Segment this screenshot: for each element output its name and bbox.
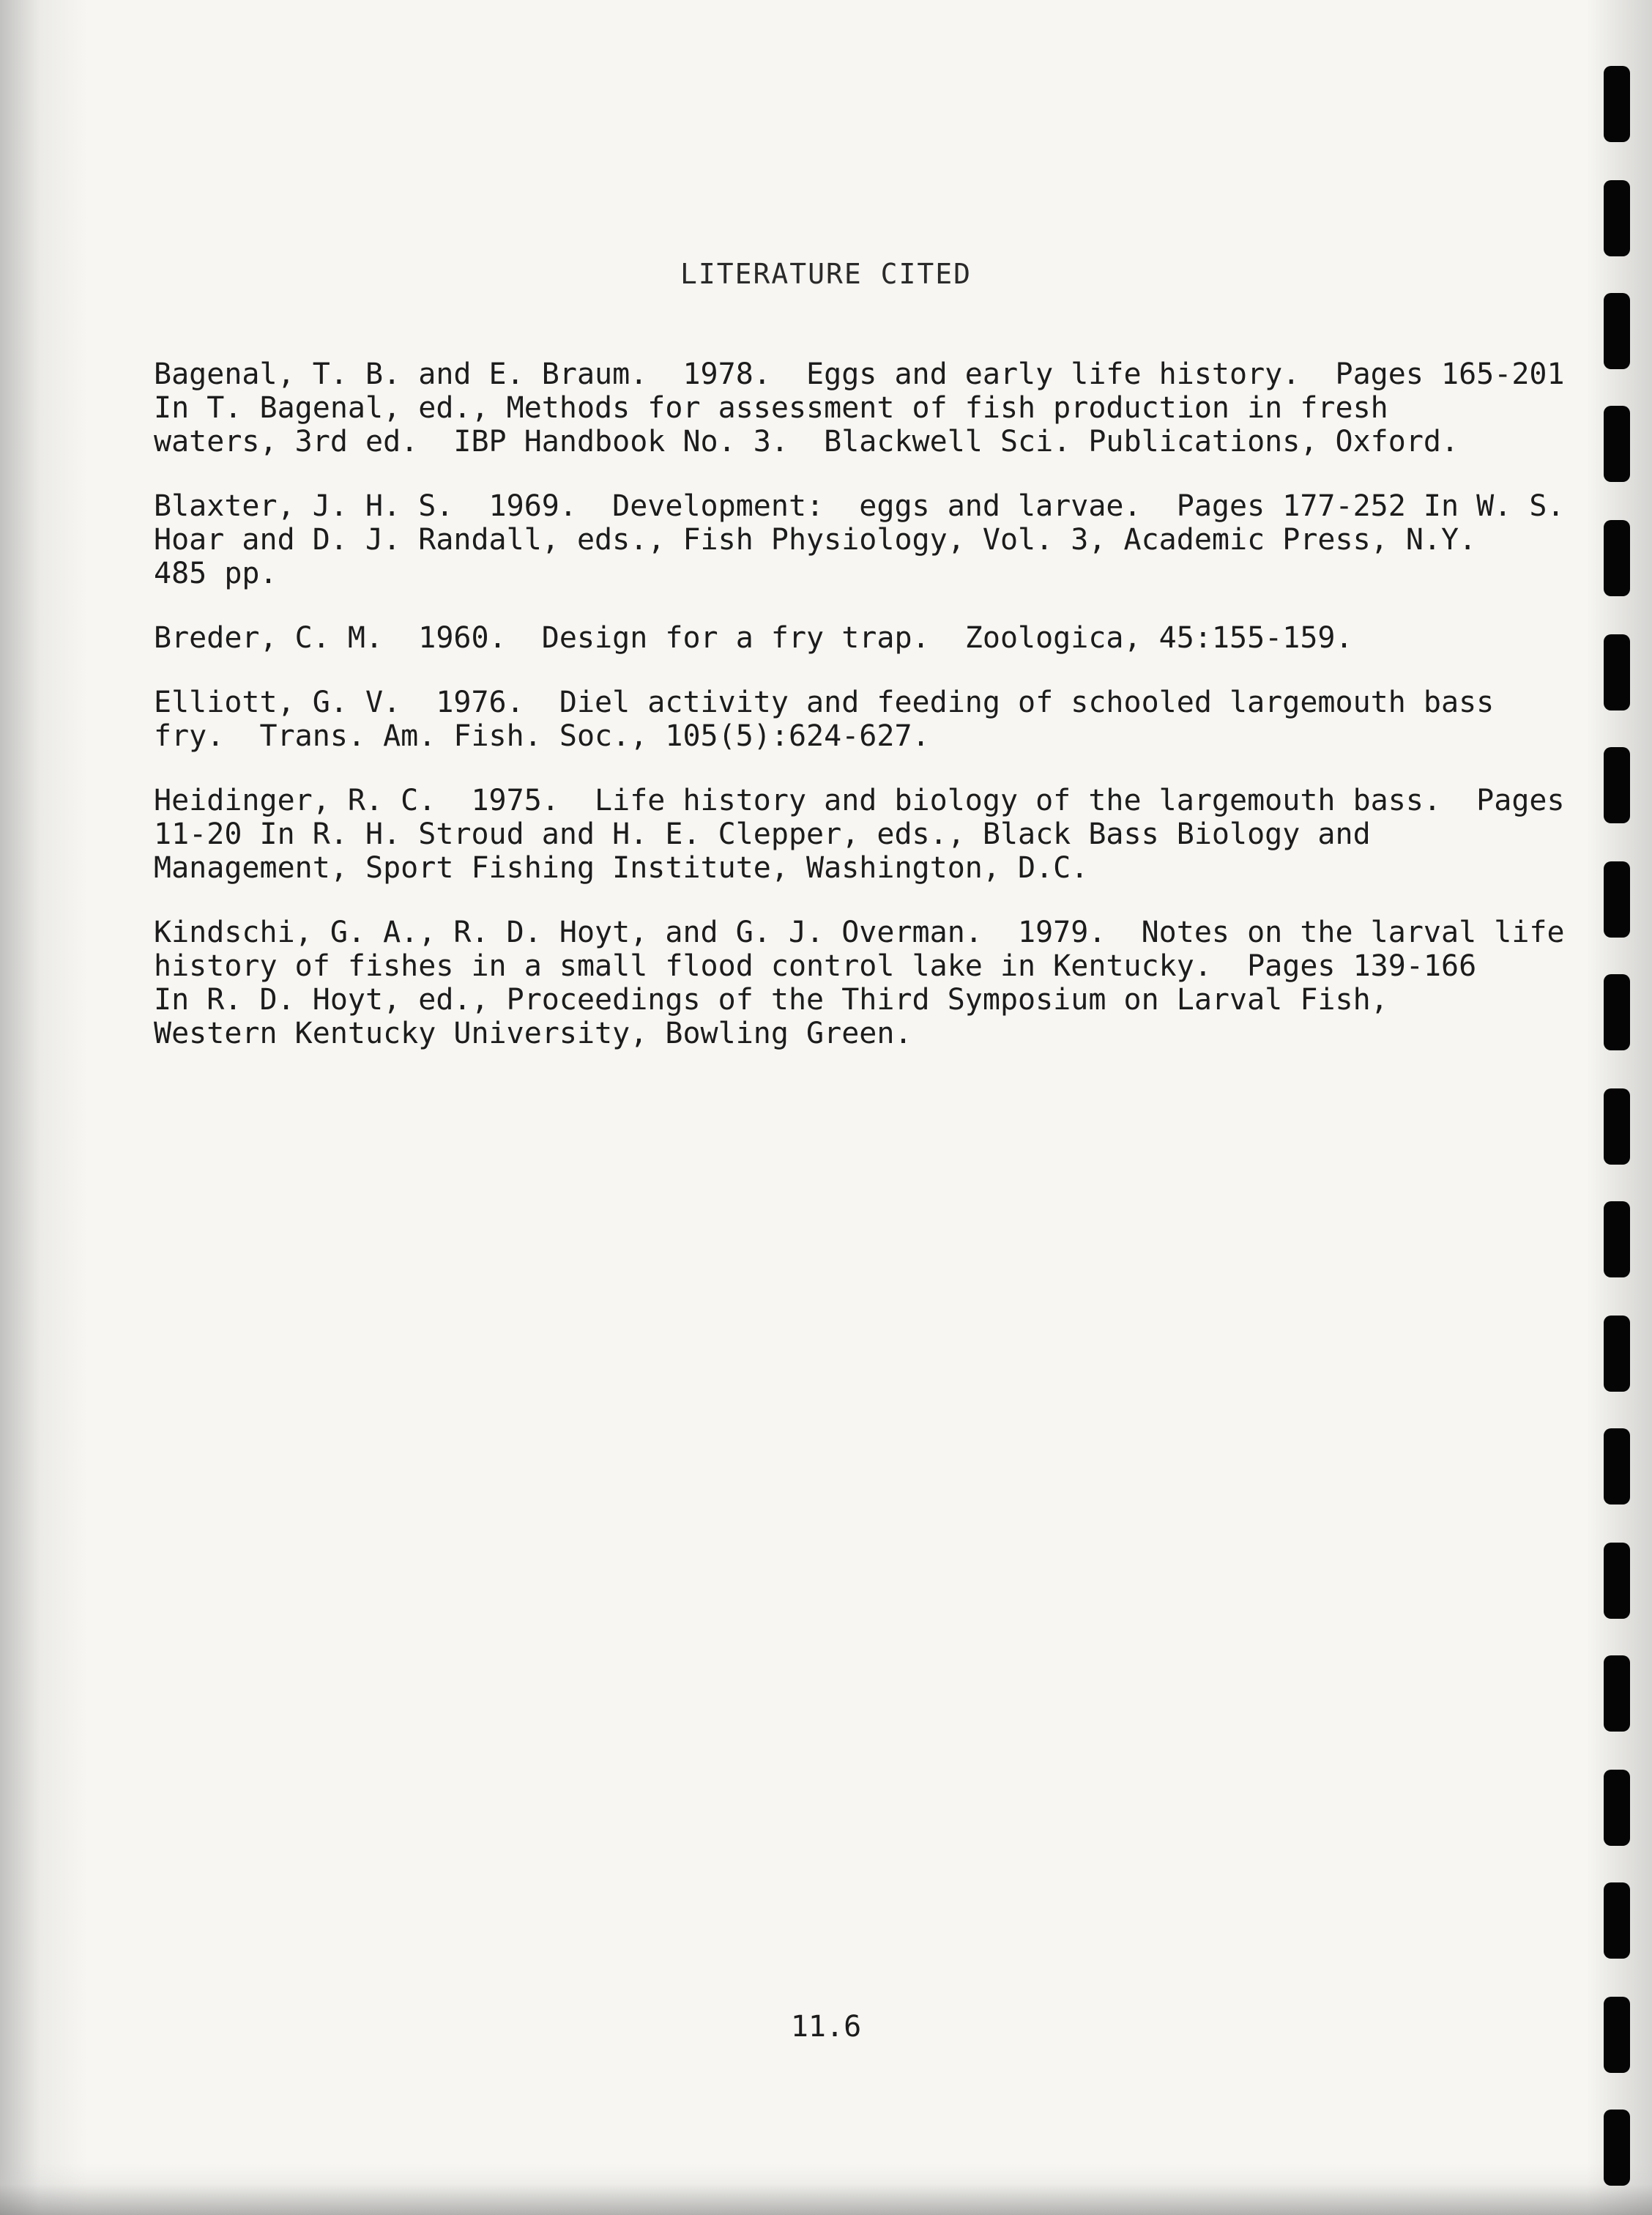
binding-hole: [1604, 180, 1630, 256]
reference-line: Blaxter, J. H. S. 1969. Development: eggs and larvae. Pages 177-252 In W. S.: [154, 489, 1565, 523]
reference-kindschi-1979: [154, 916, 1565, 1050]
reference-line: fry. Trans. Am. Fish. Soc., 105(5):624-627.: [154, 719, 930, 753]
binding-hole: [1604, 861, 1630, 938]
reference-line: Western Kentucky University, Bowling Green.: [154, 1017, 912, 1050]
reference-elliott-1976: [154, 686, 1501, 753]
binding-hole: [1604, 293, 1630, 369]
binding-hole: [1604, 2110, 1630, 2186]
reference-line: Kindschi, G. A., R. D. Hoyt, and G. J. Overman. 1979. Notes on the larval life: [154, 916, 1565, 949]
binding-hole: [1604, 406, 1630, 482]
reference-line: Hoar and D. J. Randall, eds., Fish Physiology, Vol. 3, Academic Press, N.Y.: [154, 523, 1477, 557]
reference-line: 11-20 In R. H. Stroud and H. E. Clepper, eds., Black Bass Biology and: [154, 817, 1371, 851]
reference-breder-1960: [154, 621, 1501, 655]
page-title: LITERATURE CITED: [680, 258, 972, 290]
reference-list: [154, 357, 1565, 1081]
reference-line: In R. D. Hoyt, ed., Proceedings of the Third Symposium on Larval Fish,: [154, 983, 1388, 1017]
scan-edge-bottom: [0, 2164, 1652, 2215]
page-number: 11.6: [790, 2010, 862, 2044]
reference-bagenal-1978: [154, 357, 1565, 459]
binding-holes: [1604, 66, 1630, 2205]
reference-line: Management, Sport Fishing Institute, Washington, D.C.: [154, 851, 1089, 885]
reference-line: history of fishes in a small flood control lake in Kentucky. Pages 139-166: [154, 949, 1477, 983]
reference-line: 485 pp.: [154, 557, 278, 590]
binding-hole: [1604, 1543, 1630, 1619]
reference-line: Breder, C. M. 1960. Design for a fry trap. Zoologica, 45:155-159.: [154, 621, 1353, 655]
binding-hole: [1604, 1428, 1630, 1505]
binding-hole: [1604, 1655, 1630, 1732]
reference-blaxter-1969: [154, 489, 1565, 590]
reference-line: waters, 3rd ed. IBP Handbook No. 3. Blackwell Sci. Publications, Oxford.: [154, 425, 1459, 459]
reference-line: Bagenal, T. B. and E. Braum. 1978. Eggs and early life history. Pages 165-201: [154, 357, 1565, 391]
scan-edge-left: [0, 0, 88, 2215]
binding-hole: [1604, 1316, 1630, 1392]
reference-line: In T. Bagenal, ed., Methods for assessment of fish production in fresh: [154, 391, 1388, 425]
binding-hole: [1604, 1201, 1630, 1277]
reference-line: Heidinger, R. C. 1975. Life history and biology of the largemouth bass. Pages: [154, 784, 1565, 817]
binding-hole: [1604, 1770, 1630, 1846]
binding-hole: [1604, 520, 1630, 596]
binding-hole: [1604, 1882, 1630, 1959]
binding-hole: [1604, 634, 1630, 710]
binding-hole: [1604, 747, 1630, 823]
binding-hole: [1604, 1997, 1630, 2073]
binding-hole: [1604, 974, 1630, 1050]
reference-line: Elliott, G. V. 1976. Diel activity and feeding of schooled largemouth bass: [154, 686, 1495, 719]
binding-hole: [1604, 1088, 1630, 1165]
binding-hole: [1604, 66, 1630, 142]
reference-heidinger-1975: [154, 784, 1565, 885]
